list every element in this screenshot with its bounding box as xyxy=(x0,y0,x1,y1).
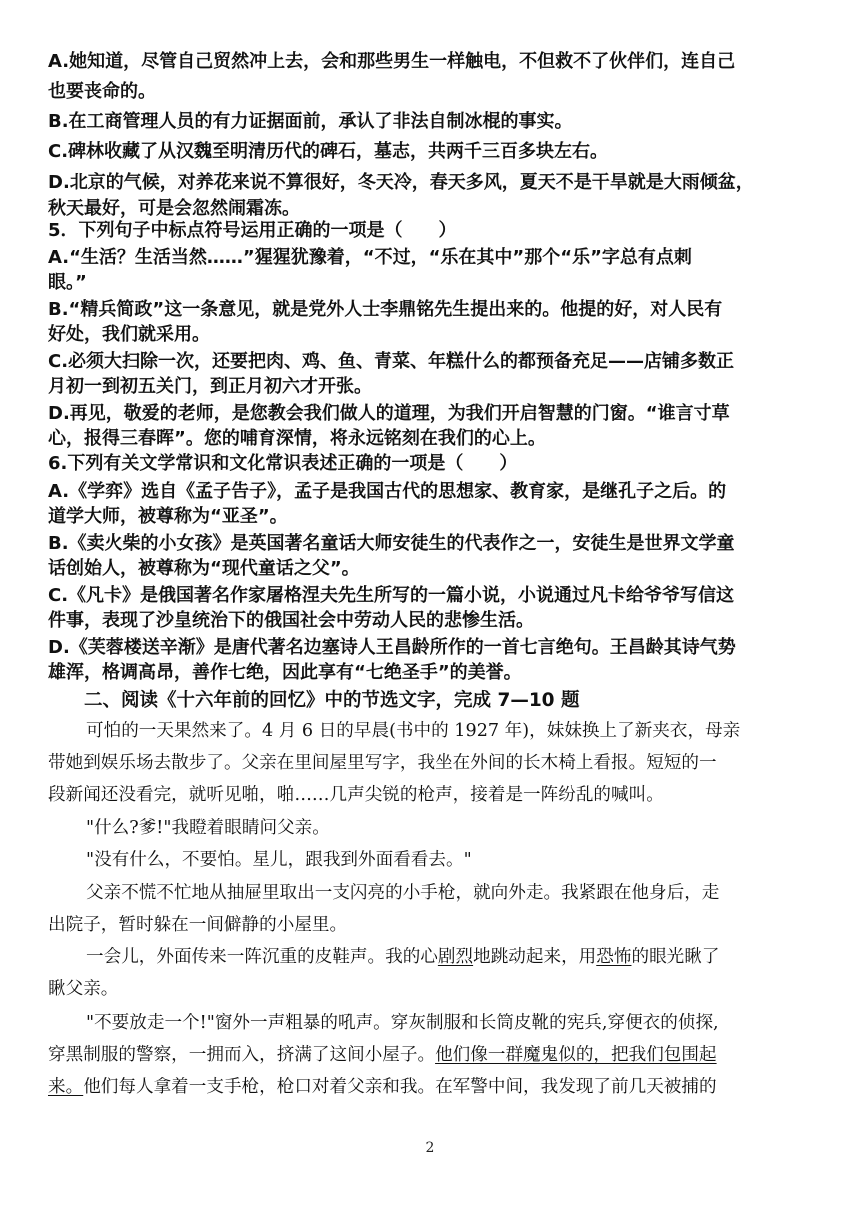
q6-stem: 6.下列有关文学常识和文化常识表述正确的一项是（ ） xyxy=(48,453,518,474)
q5-option-a-line2: 眼。” xyxy=(48,272,87,293)
q5-option-b-line2: 好处，我们就采用。 xyxy=(48,324,210,345)
passage-p5-line1 xyxy=(86,944,814,970)
q6-option-d-line1: D.《芙蓉楼送辛渐》是唐代著名边塞诗人王昌龄所作的一首七言绝句。王昌龄其诗气势 xyxy=(48,637,736,658)
q6-option-b-line1: B.《卖火柴的小女孩》是英国著名童话大师安徒生的代表作之一，安徒生是世界文学童 xyxy=(48,533,735,554)
passage-p1-line3: 段新闻还没看完，就听见啪，啪……几声尖锐的枪声，接着是一阵纷乱的喊叫。 xyxy=(48,785,664,805)
q5-option-c-line1: C.必须大扫除一次，还要把肉、鸡、鱼、青菜、年糕什么的都预备充足——店铺多数正 xyxy=(48,351,735,372)
passage-p5-line2: 瞅父亲。 xyxy=(48,979,119,999)
q4-option-b: B.在工商管理人员的有力证据面前，承认了非法自制冰棍的事实。 xyxy=(48,111,573,132)
underlined-sentence-part2: 来。 xyxy=(48,1077,84,1097)
underlined-word-kongbu: 恐怖 xyxy=(596,947,632,967)
q5-option-b-line1: B.“精兵简政”这一条意见，就是党外人士李鼎铭先生提出来的。他提的好，对人民有 xyxy=(48,299,723,320)
q6-option-a-line2: 道学大师，被尊称为“亚圣”。 xyxy=(48,506,288,527)
section-2-heading: 二、阅读《十六年前的回忆》中的节选文字，完成 7—10 题 xyxy=(84,690,580,711)
q5-option-d-line2: 心，报得三春晖”。您的哺育深情，将永远铭刻在我们的心上。 xyxy=(48,428,546,449)
q5-option-d-line1: D.再见，敬爱的老师，是您教会我们做人的道理，为我们开启智慧的门窗。“谁言寸草 xyxy=(48,403,730,424)
passage-p6-text-b: 他们每人拿着一支手枪，枪口对着父亲和我。在军警中间，我发现了前几天被捕的 xyxy=(83,1077,717,1097)
q4-option-d-line2: 秋天最好，可是会忽然闹霜冻。 xyxy=(48,198,300,219)
q4-option-d-line1: D.北京的气候，对养花来说不算很好，冬天冷，春天多风，夏天不是干旱就是大雨倾盆， xyxy=(48,172,754,193)
passage-p2: "什么?爹!"我瞪着眼睛问父亲。 xyxy=(86,818,330,838)
underlined-sentence-part1: 他们像一群魔鬼似的，把我们包围起 xyxy=(435,1045,717,1065)
passage-p1-line2: 带她到娱乐场去散步了。父亲在里间屋里写字，我坐在外间的长木椅上看报。短短的一 xyxy=(48,753,717,773)
passage-p4-line1: 父亲不慌不忙地从抽屉里取出一支闪亮的小手枪，就向外走。我紧跟在他身后，走 xyxy=(86,883,720,903)
q5-stem: 5．下列句子中标点符号运用正确的一项是（ ） xyxy=(48,220,457,241)
q6-option-c-line2: 件事，表现了沙皇统治下的俄国社会中劳动人民的悲惨生活。 xyxy=(48,610,534,631)
passage-p4-line2: 出院子，暂时躲在一间僻静的小屋里。 xyxy=(48,915,348,935)
passage-p6-line2 xyxy=(48,1042,814,1068)
passage-p5-text-c: 的眼光瞅了 xyxy=(631,947,720,967)
passage-p5-text-a: 一会儿，外面传来一阵沉重的皮鞋声。我的心 xyxy=(86,947,438,967)
underlined-word-juelie: 剧烈 xyxy=(437,947,474,967)
passage-p6-line1: "不要放走一个!"窗外一声粗暴的吼声。穿灰制服和长筒皮靴的宪兵,穿便衣的侦探, xyxy=(86,1013,719,1033)
passage-p6-text-a: 穿黑制服的警察，一拥而入，挤满了这间小屋子。 xyxy=(48,1045,436,1065)
q5-option-c-line2: 月初一到初五关门，到正月初六才开张。 xyxy=(48,376,372,397)
passage-p1-line1: 可怕的一天果然来了。4 月 6 日的早晨(书中的 1927 年)，妹妹换上了新夹衣，母亲 xyxy=(86,721,741,741)
passage-p6-line3 xyxy=(48,1074,814,1100)
q6-option-d-line2: 雄浑，格调高昂，善作七绝，因此享有“七绝圣手”的美誉。 xyxy=(48,662,522,683)
q6-option-b-line2: 话创始人，被尊称为“现代童话之父”。 xyxy=(48,558,360,579)
passage-p5-text-b: 地跳动起来，用 xyxy=(473,947,597,967)
q6-option-c-line1: C.《凡卡》是俄国著名作家屠格涅夫先生所写的一篇小说，小说通过凡卡给爷爷写信这 xyxy=(48,585,735,606)
q5-option-a-line1: A.“生活？生活当然……”猩猩犹豫着，“不过，“乐在其中”那个“乐”字总有点刺 xyxy=(48,247,692,268)
q4-option-a-line2: 也要丧命的。 xyxy=(48,81,156,102)
q6-option-a-line1: A.《学弈》选自《孟子告子》，孟子是我国古代的思想家、教育家，是继孔子之后。的 xyxy=(48,481,727,502)
passage-p3: "没有什么，不要怕。星儿，跟我到外面看看去。" xyxy=(86,850,472,870)
q4-option-c: C.碑林收藏了从汉魏至明清历代的碑石，墓志，共两千三百多块左右。 xyxy=(48,141,609,162)
q4-option-a-line1: A.她知道，尽管自己贸然冲上去，会和那些男生一样触电，不但救不了伙伴们，连自己 xyxy=(48,51,736,72)
page-number: 2 xyxy=(425,1140,435,1156)
